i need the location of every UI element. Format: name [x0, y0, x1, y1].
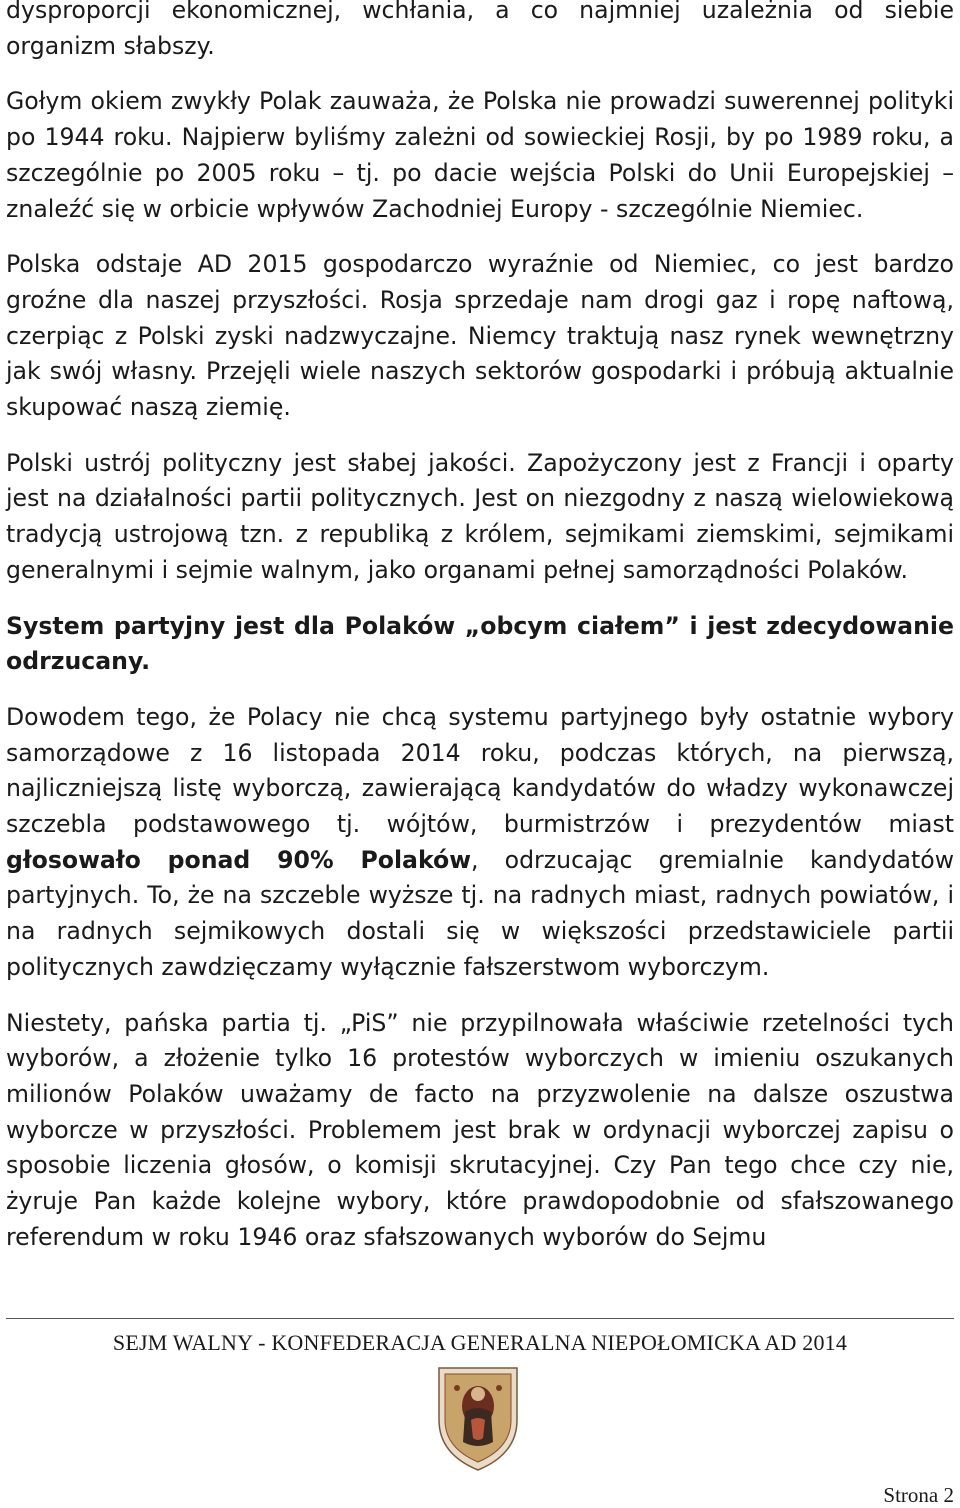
- paragraph-5-text-b: , odrzucając gremialnie kandydatów partyjnych. To, że na szczeble wyższe tj. na radnych miast, radnych powiatów, i na radnych sejmikowych dostali się w większości przedstawiciele partii politycznych zawdzięczamy wyłącznie fałszerstwom wyborczym.: [6, 845, 954, 981]
- page-number: Strona 2: [883, 1483, 954, 1507]
- footer-title: SEJM WALNY - KONFEDERACJA GENERALNA NIEPOŁOMICKA AD 2014: [112, 1330, 848, 1355]
- paragraph-5-text-a: Dowodem tego, że Polacy nie chcą systemu partyjnego były ostatnie wybory samorządowe z 16 listopada 2014 roku, podczas których, na pierwszą, najliczniejszą listę wyborczą, zawierającą kandydatów do władzy wykonawczej szczebla podstawowego tj. wójtów, burmistrzów i prezydentów miast: [6, 702, 954, 839]
- paragraph-4: Polski ustrój polityczny jest słabej jakości. Zapożyczony jest z Francji i oparty jest na działalności partii politycznych. Jest on niezgodny z naszą wielowiekową tradycją ustrojową tzn. z republiką z królem, sejmikami ziemskimi, sejmikami generalnymi i sejmie walnym, jako organami pełnej samorządności Polaków.: [6, 448, 954, 584]
- paragraph-1: dysproporcji ekonomicznej, wchłania, a co najmniej uzależnia od siebie organizm słabszy.: [6, 0, 954, 60]
- document-body: [6, 0, 954, 1256]
- bold-heading: System partyjny jest dla Polaków „obcym ciałem” i jest zdecydowanie odrzucany.: [6, 611, 954, 676]
- coat-of-arms-emblem-icon: [435, 1364, 521, 1472]
- paragraph-2: Gołym okiem zwykły Polak zauważa, że Polska nie prowadzi suwerennej polityki po 1944 roku. Najpierw byliśmy zależni od sowieckiej Rosji, by po 1989 roku, a szczególnie po 2005 roku – tj. po dacie wejścia Polski do Unii Europejskiej – znaleźć się w orbicie wpływów Zachodniej Europy - szczególnie Niemiec.: [6, 87, 954, 223]
- paragraph-5: [6, 700, 954, 986]
- paragraph-5-bold: głosowało ponad 90% Polaków: [6, 845, 472, 874]
- paragraph-3: Polska odstaje AD 2015 gospodarczo wyraźnie od Niemiec, co jest bardzo groźne dla naszej przyszłości. Rosja sprzedaje nam drogi gaz i ropę naftową, czerpiąc z Polski zyski nadzwyczajne. Niemcy traktują nasz rynek wewnętrzny jak swój własny. Przejęli wiele naszych sektorów gospodarki i próbują aktualnie skupować naszą ziemię.: [6, 250, 954, 422]
- footer-divider: [6, 1318, 954, 1319]
- paragraph-6: Niestety, pańska partia tj. „PiS” nie przypilnowała właściwie rzetelności tych wyborów, a złożenie tylko 16 protestów wyborczych w imieniu oszukanych milionów Polaków uważamy de facto na przyzwolenie na dalsze oszustwa wyborcze w przyszłości. Problemem jest brak w ordynacji wyborczej zapisu o sposobie liczenia głosów, o komisji skrutacyjnej. Czy Pan tego chce czy nie, żyruje Pan każde kolejne wybory, które prawdopodobnie od sfałszowanego referendum w roku 1946 oraz sfałszowanych wyborów do Sejmu: [6, 1008, 954, 1251]
